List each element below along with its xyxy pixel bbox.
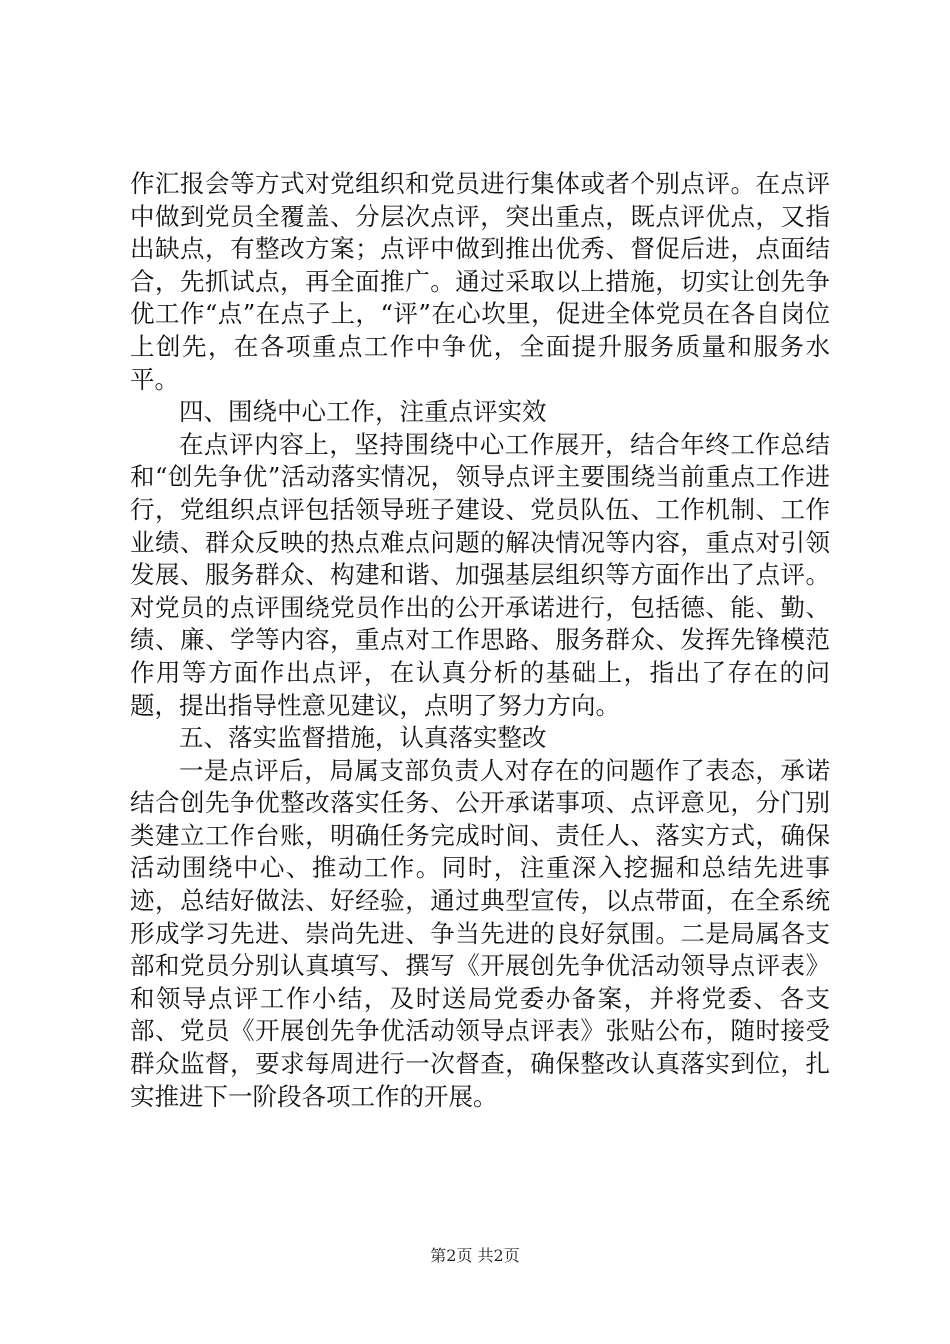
page-footer: 第2页 共2页 (430, 1246, 520, 1265)
paragraph-section-4: 在点评内容上，坚持围绕中心工作展开，结合年终工作总结和“创先争优”活动落实情况，领导点评主要围绕当前重点工作进行，党组织点评包括领导班子建设、党员队伍、工作机制、工作业绩、群众反映的热点难点问题的解决情况等内容，重点对引领发展、服务群众、构建和谐、加强基层组织等方面作出了点评。对党员的点评围绕党员作出的公开承诺进行，包括德、能、勤、绩、廉、学等内容，重点对工作思路、服务群众、发挥先锋模范作用等方面作出点评，在认真分析的基础上，指出了存在的问题，提出指导性意见建议，点明了努力方向。 (130, 429, 830, 720)
section-heading-4: 四、围绕中心工作，注重点评实效 (179, 397, 547, 427)
paragraph-continuation: 作汇报会等方式对党组织和党员进行集体或者个别点评。在点评中做到党员全覆盖、分层次点评，突出重点，既点评优点，又指出缺点，有整改方案；点评中做到推出优秀、督促后进，点面结合，先抓试点，再全面推广。通过采取以上措施，切实让创先争优工作“点”在点子上，“评”在心坎里，促进全体党员在各自岗位上创先，在各项重点工作中争优，全面提升服务质量和服务水平。 (130, 169, 830, 394)
section-heading-5: 五、落实监督措施，认真落实整改 (179, 723, 547, 753)
paragraph-section-5: 一是点评后，局属支部负责人对存在的问题作了表态，承诺结合创先争优整改落实任务、公开承诺事项、点评意见，分门别类建立工作台账，明确任务完成时间、责任人、落实方式，确保活动围绕中心、推动工作。同时，注重深入挖掘和总结先进事迹，总结好做法、好经验，通过典型宣传，以点带面，在全系统形成学习先进、崇尚先进、争当先进的良好氛围。二是局属各支部和党员分别认真填写、撰写《开展创先争优活动领导点评表》和领导点评工作小结，及时送局党委办备案，并将党委、各支部、党员《开展创先争优活动领导点评表》张贴公布，随时接受群众监督，要求每周进行一次督查，确保整改认真落实到位，扎实推进下一阶段各项工作的开展。 (130, 755, 830, 1111)
document-body (130, 168, 830, 1113)
